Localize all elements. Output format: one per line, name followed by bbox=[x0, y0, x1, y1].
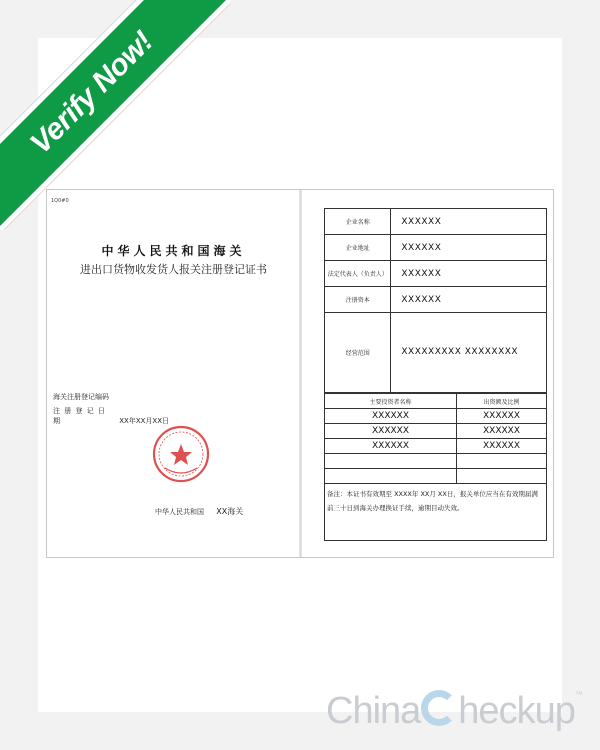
registration-date-row bbox=[53, 406, 293, 426]
table-row bbox=[325, 261, 547, 287]
table-row bbox=[325, 209, 547, 235]
certificate-code: 1Q0#0 bbox=[51, 198, 69, 204]
contribution-ratio-header: 出资额及比例 bbox=[457, 394, 547, 409]
company-name-value: XXXXXX bbox=[391, 209, 547, 235]
shareholders-table bbox=[324, 393, 547, 484]
table-row bbox=[325, 313, 547, 393]
official-seal-icon bbox=[151, 424, 211, 484]
shareholder-ratio: XXXXXX bbox=[457, 424, 547, 439]
legal-representative-label: 法定代表人（负责人） bbox=[325, 261, 391, 287]
registration-date-value: XX年XX月XX日 bbox=[119, 417, 170, 425]
table-header-row bbox=[325, 394, 547, 409]
certificate-subtitle: 进出口货物收发货人报关注册登记证书 bbox=[80, 263, 267, 276]
empty-cell bbox=[457, 469, 547, 484]
business-scope-label: 经营范围 bbox=[325, 313, 391, 393]
validity-note: 备注：本证书有效期至 XXXX年 XX月 XX日，报关单位应当在有效期届满前三十日到海关办理换证手续，逾期目动失效。 bbox=[324, 483, 547, 541]
registration-number-label: 海关注册登记编码 bbox=[53, 393, 109, 401]
company-name-label: 企业名称 bbox=[325, 209, 391, 235]
chinacheckup-logo bbox=[326, 690, 582, 733]
shareholder-name: XXXXXX bbox=[325, 439, 457, 454]
issuer-customs: XX海关 bbox=[216, 507, 244, 516]
table-row bbox=[325, 469, 547, 484]
certificate-left-page bbox=[47, 190, 300, 557]
registered-capital-value: XXXXXX bbox=[391, 287, 547, 313]
verify-ribbon[interactable] bbox=[0, 0, 230, 230]
empty-cell bbox=[457, 454, 547, 469]
shareholder-ratio: XXXXXX bbox=[457, 409, 547, 424]
shareholder-name-header: 主要投资者名称 bbox=[325, 394, 457, 409]
legal-representative-value: XXXXXX bbox=[391, 261, 547, 287]
issuer-prefix: 中华人民共和国 bbox=[155, 508, 204, 516]
logo-text-heckup: heckup bbox=[458, 690, 575, 732]
shareholder-name: XXXXXX bbox=[325, 409, 457, 424]
empty-cell bbox=[325, 454, 457, 469]
verify-label[interactable]: Verify Now! bbox=[23, 24, 160, 161]
certificate-booklet bbox=[46, 189, 554, 558]
registered-capital-label: 注册资本 bbox=[325, 287, 391, 313]
logo-text-china: China bbox=[326, 690, 421, 732]
registration-date-label: 注 册 登 记 日 期 bbox=[53, 407, 106, 425]
business-scope-value: XXXXXXXXX XXXXXXXX bbox=[391, 313, 547, 393]
issuer-line bbox=[155, 506, 243, 517]
table-row bbox=[325, 409, 547, 424]
table-row bbox=[325, 454, 547, 469]
table-row bbox=[325, 235, 547, 261]
table-row bbox=[325, 287, 547, 313]
table-row bbox=[325, 424, 547, 439]
table-row bbox=[325, 439, 547, 454]
shareholder-name: XXXXXX bbox=[325, 424, 457, 439]
trademark-icon: ™ bbox=[574, 690, 582, 699]
company-address-value: XXXXXX bbox=[391, 235, 547, 261]
shareholder-ratio: XXXXXX bbox=[457, 439, 547, 454]
certificate-title: 中华人民共和国海关 bbox=[101, 244, 246, 258]
certificate-right-page bbox=[302, 190, 555, 557]
verify-badge[interactable] bbox=[0, 0, 230, 230]
logo-c-icon bbox=[421, 690, 457, 726]
company-info-table bbox=[324, 208, 547, 393]
company-address-label: 企业地址 bbox=[325, 235, 391, 261]
empty-cell bbox=[325, 469, 457, 484]
